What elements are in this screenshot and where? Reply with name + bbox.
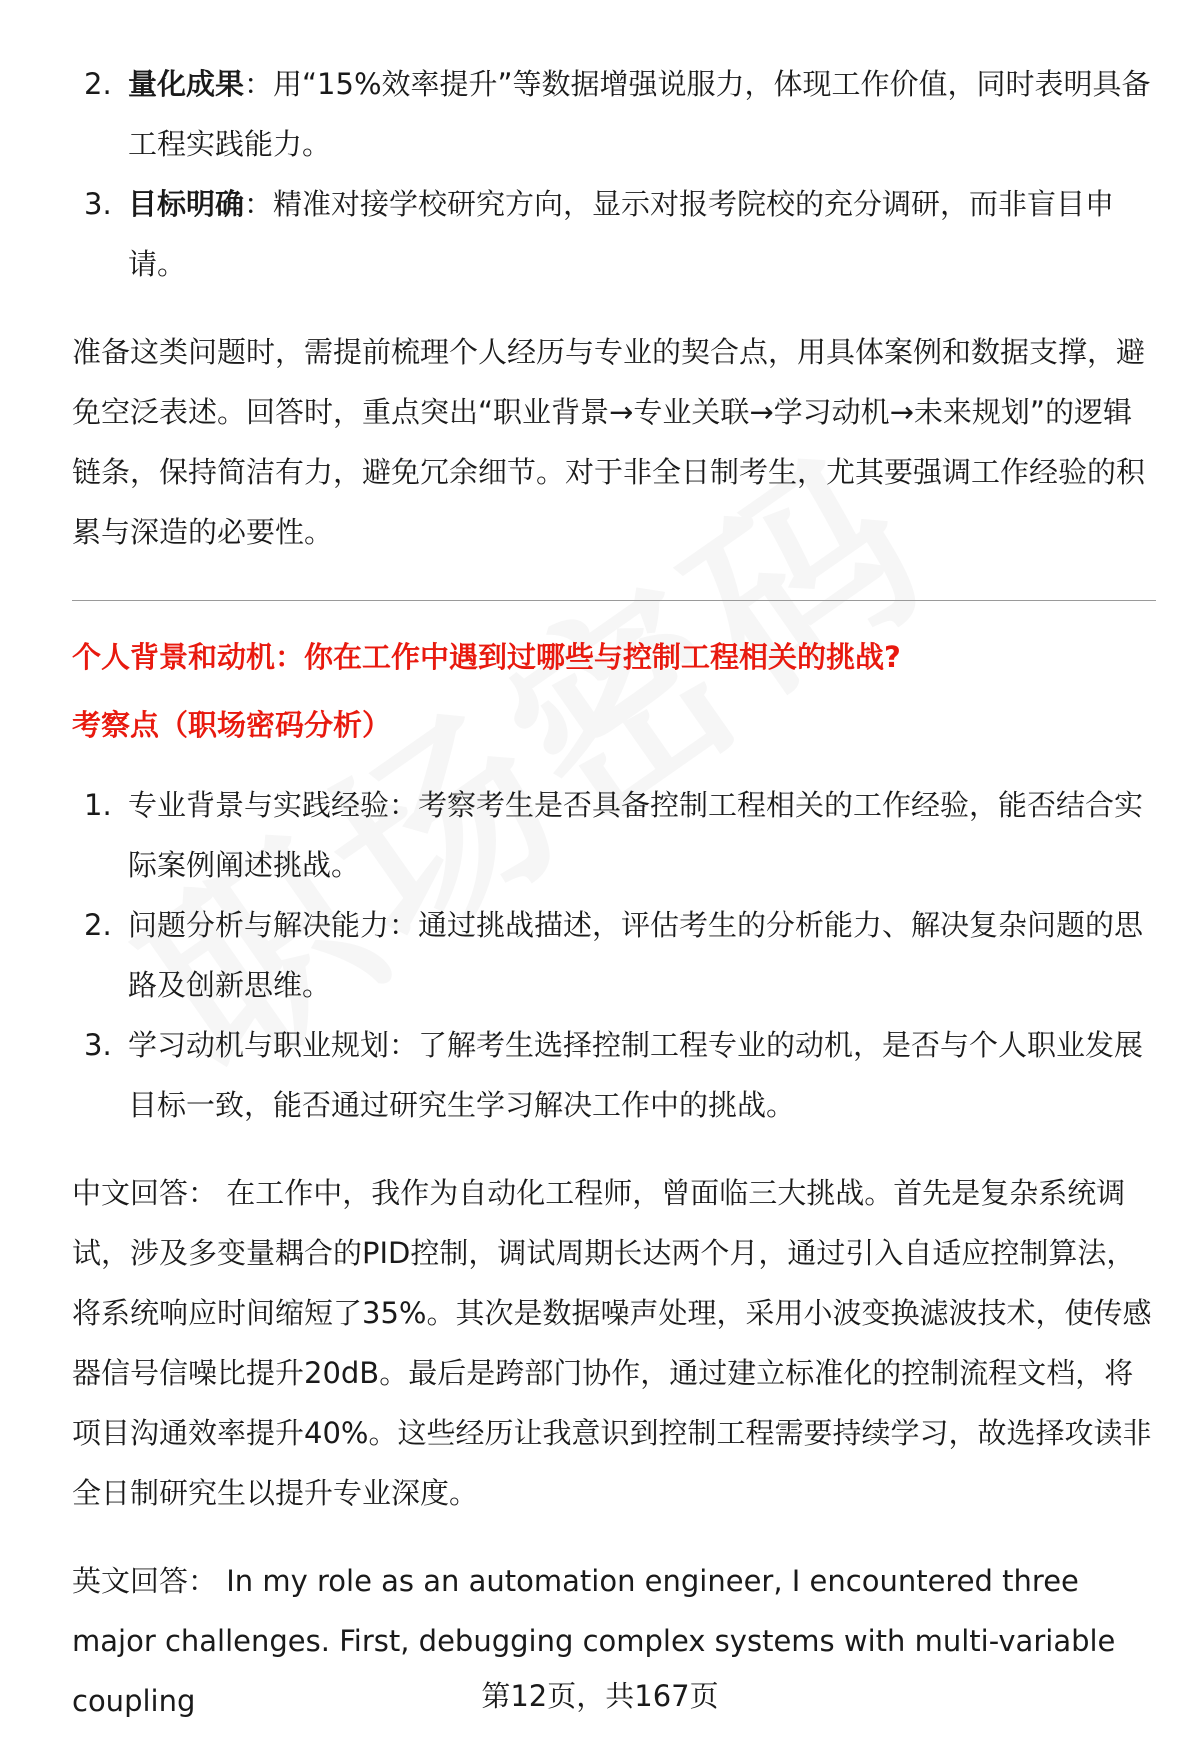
page-content xyxy=(72,54,1152,1731)
list-item-text: 问题分析与解决能力：通过挑战描述，评估考生的分析能力、解决复杂问题的思路及创新思维。 xyxy=(128,908,1144,1002)
list-number: 3. xyxy=(84,187,112,221)
analysis-heading: 考察点（职场密码分析） xyxy=(72,708,392,742)
top-numbered-list xyxy=(72,54,1152,294)
english-answer-paragraph: 英文回答： In my role as an automation engineer, I encountered three major challenges. First, debugging complex systems with multi-variable coupling xyxy=(72,1564,1116,1718)
list-item xyxy=(72,54,1152,174)
list-item-bold-label: 目标明确 xyxy=(128,187,245,221)
list-number: 2. xyxy=(84,908,112,942)
summary-paragraph: 准备这类问题时，需提前梳理个人经历与专业的契合点，用具体案例和数据支撑，避免空泛表述。回答时，重点突出“职业背景→专业关联→学习动机→未来规划”的逻辑链条，保持简洁有力，避免冗余细节。对于非全日制考生，尤其要强调工作经验的积累与深造的必要性。 xyxy=(72,335,1146,549)
list-number: 1. xyxy=(84,788,112,822)
list-number: 3. xyxy=(84,1028,112,1062)
list-item xyxy=(72,895,1152,1015)
chinese-answer-paragraph: 中文回答： 在工作中，我作为自动化工程师，曾面临三大挑战。首先是复杂系统调试，涉及多变量耦合的PID控制，调试周期长达两个月，通过引入自适应控制算法，将系统响应时间缩短了35%。其次是数据噪声处理，采用小波变换滤波技术，使传感器信号信噪比提升20dB。最后是跨部门协作，通过建立标准化的控制流程文档，将项目沟通效率提升40%。这些经历让我意识到控制工程需要持续学习，故选择攻读非全日制研究生以提升专业深度。 xyxy=(72,1176,1152,1510)
analysis-numbered-list xyxy=(72,775,1152,1135)
list-item-text: 专业背景与实践经验：考察考生是否具备控制工程相关的工作经验，能否结合实际案例阐述挑战。 xyxy=(128,788,1144,882)
list-item-text: ：精准对接学校研究方向，显示对报考院校的充分调研，而非盲目申请。 xyxy=(128,187,1115,281)
question-heading: 个人背景和动机：你在工作中遇到过哪些与控制工程相关的挑战? xyxy=(72,640,901,674)
page-footer: 第12页，共167页 xyxy=(481,1679,719,1713)
list-number: 2. xyxy=(84,67,112,101)
list-item-bold-label: 量化成果 xyxy=(128,67,245,101)
list-item xyxy=(72,1015,1152,1135)
list-item-text: 学习动机与职业规划：了解考生选择控制工程专业的动机，是否与个人职业发展目标一致，能否通过研究生学习解决工作中的挑战。 xyxy=(128,1028,1144,1122)
list-item xyxy=(72,174,1152,294)
list-item-text: ：用“15%效率提升”等数据增强说服力，体现工作价值，同时表明具备工程实践能力。 xyxy=(128,67,1151,161)
list-item xyxy=(72,775,1152,895)
section-divider xyxy=(72,600,1156,601)
